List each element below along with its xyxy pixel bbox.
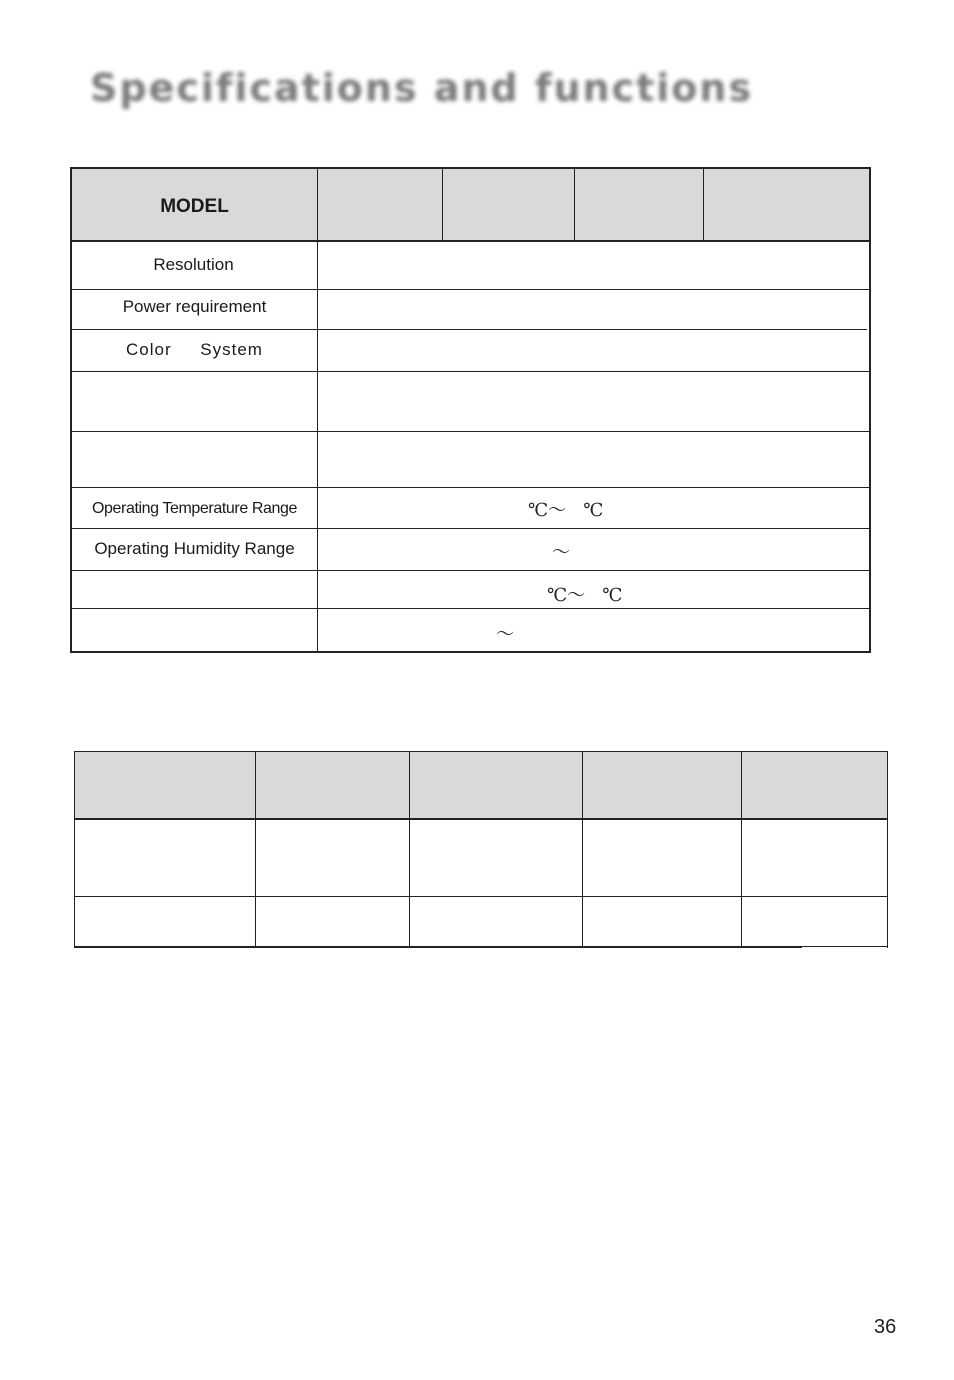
spec-label-color-system: Color System — [126, 340, 263, 359]
functions-row-divider — [74, 818, 888, 820]
spec-row-divider — [71, 289, 870, 290]
spec-row-divider — [71, 240, 870, 242]
page-number: 36 — [874, 1316, 897, 1338]
model-label: MODEL — [160, 196, 229, 217]
spec-label-operating-temperature: Operating Temperature Range — [91, 500, 298, 517]
functions-table-border — [802, 946, 888, 947]
spec-row-divider — [71, 528, 870, 529]
spec-value-operating-humidity: ～ — [552, 542, 570, 563]
functions-row-divider — [74, 896, 888, 897]
functions-table-border — [887, 751, 888, 948]
spec-row-divider — [71, 570, 870, 571]
spec-label-power-requirement: Power requirement — [122, 297, 267, 316]
spec-value-temperature-range: ℃～ ℃ — [547, 585, 623, 606]
spec-header-divider — [442, 168, 443, 241]
spec-row-divider — [71, 371, 870, 372]
spec-row-divider — [71, 608, 870, 609]
functions-col-divider — [255, 751, 256, 948]
spec-row-divider — [71, 487, 870, 488]
spec-value-humidity-range: ～ — [496, 624, 514, 645]
functions-table-border — [74, 946, 802, 948]
functions-col-divider — [741, 751, 742, 948]
spec-label-operating-humidity: Operating Humidity Range — [94, 539, 295, 558]
functions-table-border — [74, 751, 888, 752]
functions-col-divider — [582, 751, 583, 948]
functions-col-divider — [409, 751, 410, 948]
spec-header-divider — [574, 168, 575, 241]
page-title: Specifications and functions — [90, 66, 754, 110]
spec-label-resolution: Resolution — [153, 255, 234, 274]
spec-row-divider — [71, 431, 870, 432]
spec-row-divider — [71, 329, 867, 330]
spec-header-divider — [703, 168, 704, 241]
functions-table-header — [75, 751, 887, 818]
spec-value-operating-temperature: ℃～ ℃ — [528, 500, 604, 521]
functions-table-border — [74, 751, 75, 948]
